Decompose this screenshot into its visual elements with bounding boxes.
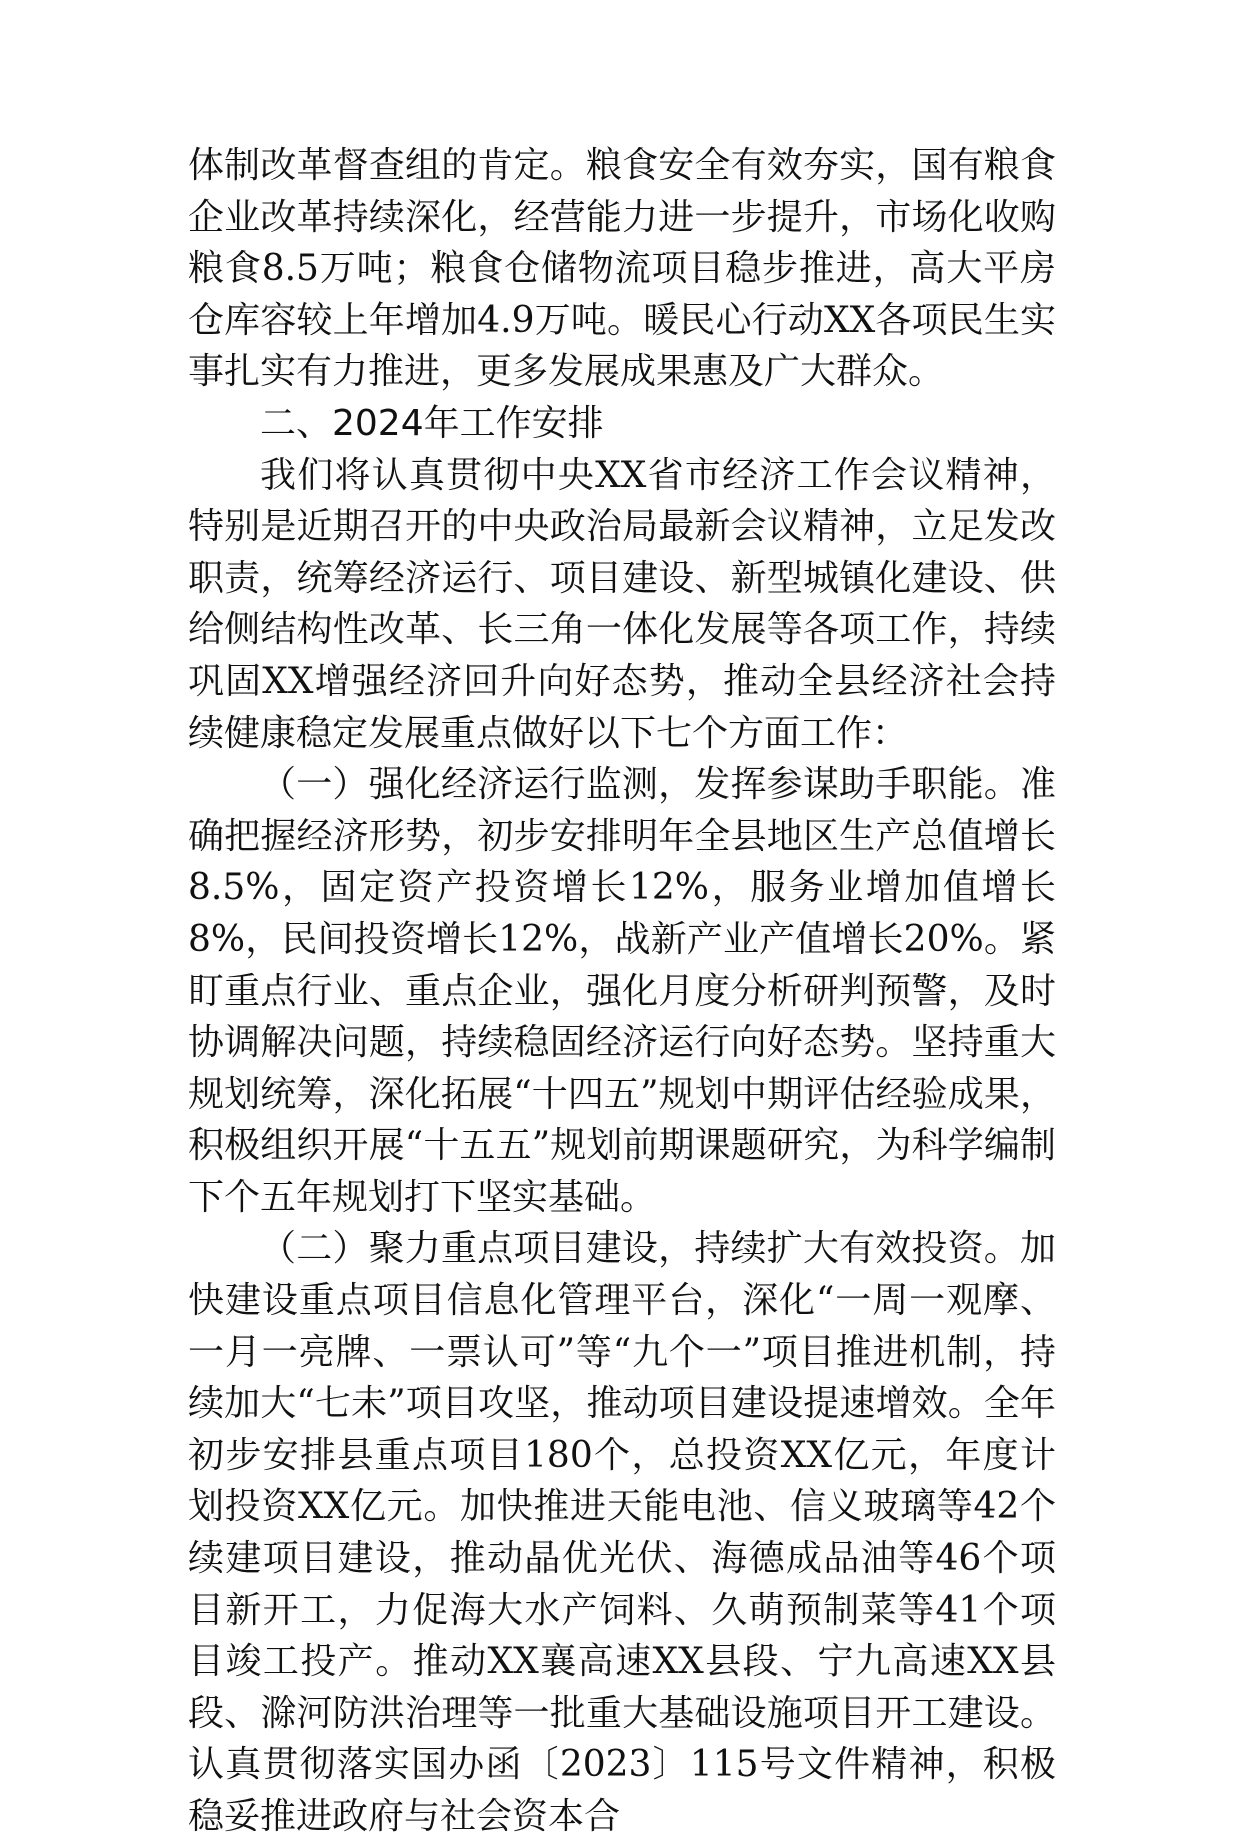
paragraph-3: （一）强化经济运行监测，发挥参谋助手职能。准确把握经济形势，初步安排明年全县地区生产总值增长8.5%，固定资产投资增长12%，服务业增加值增长8%，民间投资增长12%，战新产业产值增长20%。紧盯重点行业、重点企业，强化月度分析研判预警，及时协调解决问题，持续稳固经济运行向好态势。坚持重大规划统筹，深化拓展“十四五”规划中期评估经验成果，积极组织开展“十五五”规划前期课题研究，为科学编制下个五年规划打下坚实基础。 xyxy=(188,764,1056,1218)
section-heading: 二、2024年工作安排 xyxy=(260,402,604,444)
paragraph-4: （二）聚力重点项目建设，持续扩大有效投资。加快建设重点项目信息化管理平台，深化“一周一观摩、一月一亮牌、一票认可”等“九个一”项目推进机制，持续加大“七未”项目攻坚，推动项目建设提速增效。全年初步安排县重点项目180个，总投资XX亿元，年度计划投资XX亿元。加快推进天能电池、信义玻璃等42个续建项目建设，推动晶优光伏、海德成品油等46个项目新开工，力促海大水产饲料、久萌预制菜等41个项目竣工投产。推动XX襄高速XX县段、宁九高速XX县段、滁河防洪治理等一批重大基础设施项目开工建设。认真贯彻落实国办函〔2023〕115号文件精神，积极稳妥推进政府与社会资本合 xyxy=(188,1228,1056,1837)
document-page xyxy=(188,140,1056,1843)
paragraph-2: 我们将认真贯彻中央XX省市经济工作会议精神，特别是近期召开的中央政治局最新会议精神，立足发改职责，统筹经济运行、项目建设、新型城镇化建设、供给侧结构性改革、长三角一体化发展等各项工作，持续巩固XX增强经济回升向好态势，推动全县经济社会持续健康稳定发展重点做好以下七个方面工作： xyxy=(188,454,1056,754)
paragraph-1: 体制改革督查组的肯定。粮食安全有效夯实，国有粮食企业改革持续深化，经营能力进一步提升，市场化收购粮食8.5万吨；粮食仓储物流项目稳步推进，高大平房仓库容较上年增加4.9万吨。暖民心行动XX各项民生实事扎实有力推进，更多发展成果惠及广大群众。 xyxy=(188,145,1056,393)
